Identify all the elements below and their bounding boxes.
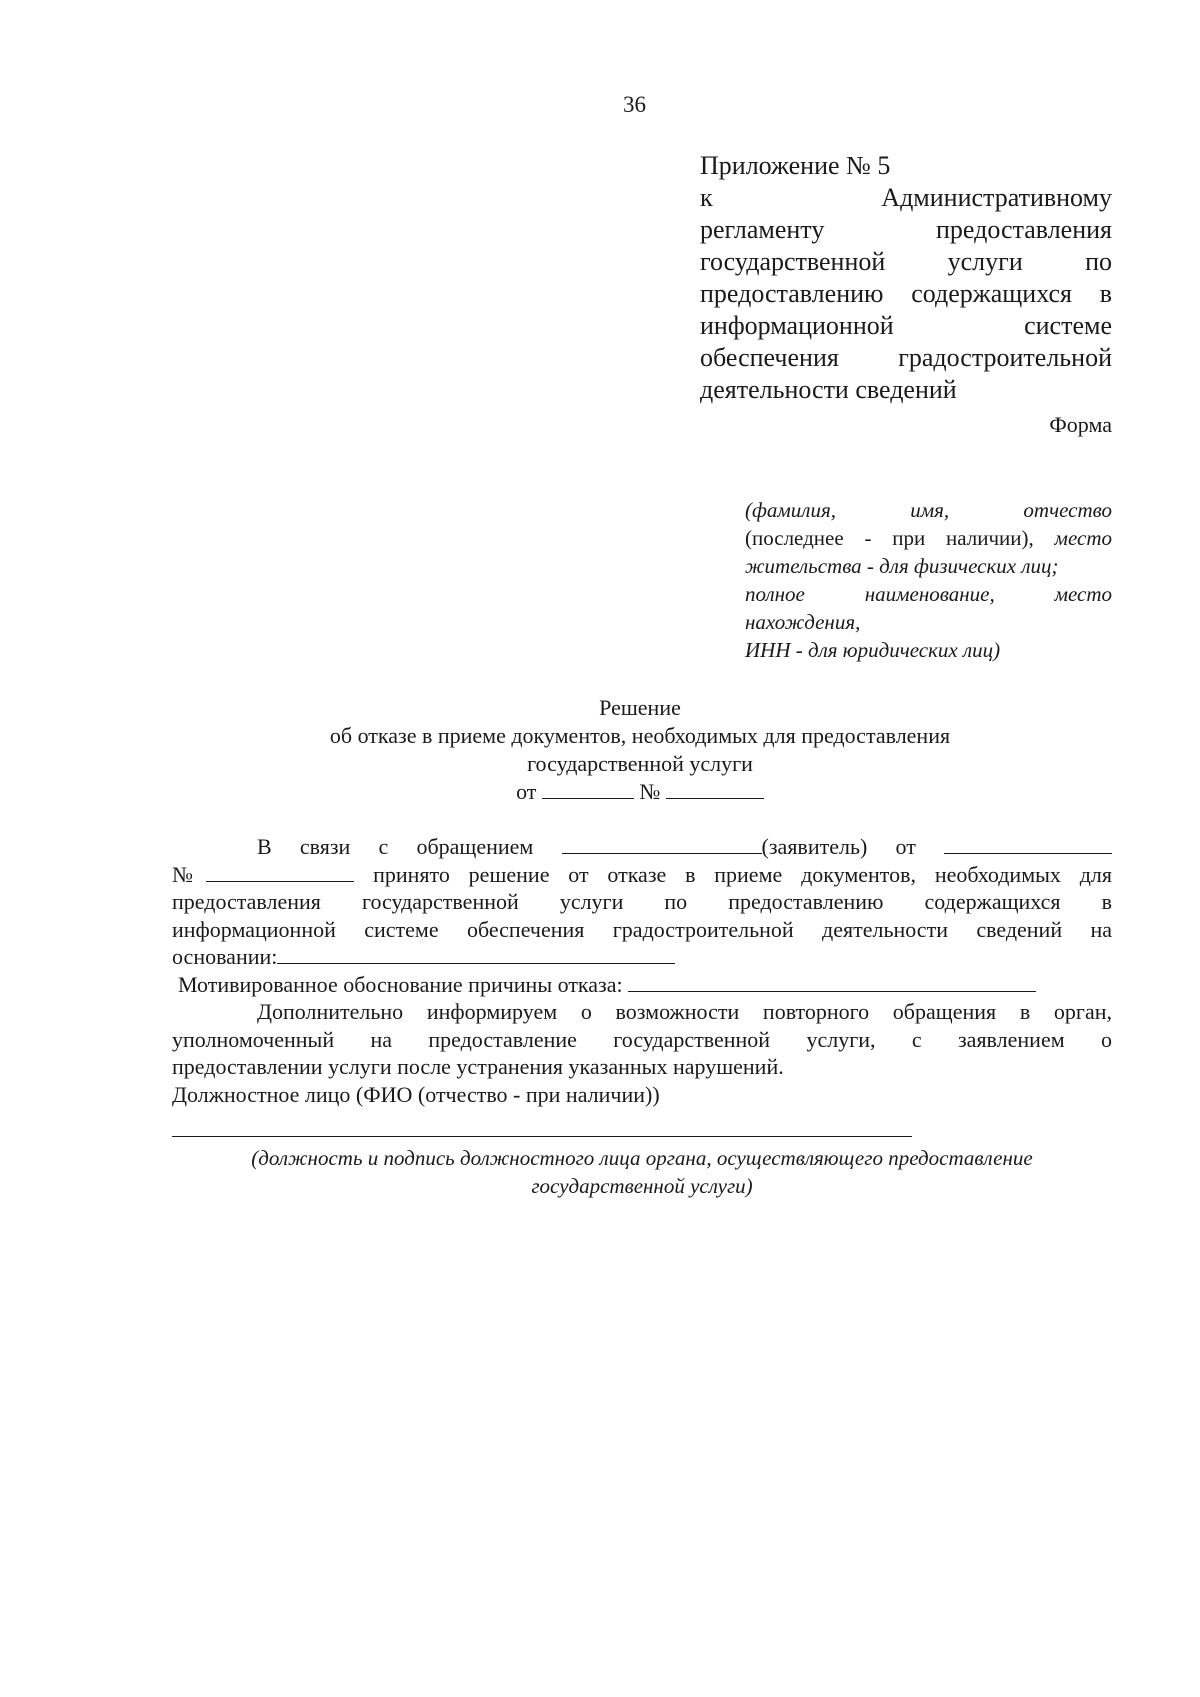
request-number-blank xyxy=(206,861,354,882)
recipient-line xyxy=(745,524,1112,552)
reason-label: Мотивированное обоснование причины отказа: xyxy=(178,971,623,997)
recipient-line: нахождения, xyxy=(745,610,861,634)
from-label: от xyxy=(895,834,916,859)
recipient-line-part: (последнее - при наличии), xyxy=(745,526,1034,550)
body-line: уполномоченный на предоставление государственной услуги, с заявлением о xyxy=(172,1026,1112,1052)
signature-line xyxy=(172,1136,912,1137)
reason-blank xyxy=(628,971,1036,992)
appendix-line: регламенту предоставления xyxy=(700,215,1112,244)
body-line xyxy=(172,943,1112,971)
page-number: 36 xyxy=(623,92,646,117)
signature-caption-line: (должность и подпись должностного лица органа, осуществляющего предоставление xyxy=(251,1146,1033,1170)
decision-subtitle: об отказе в приеме документов, необходимых для предоставления xyxy=(329,723,951,748)
recipient-line: жительства - для физических лиц; xyxy=(745,554,1059,578)
appendix-line: деятельности сведений xyxy=(700,375,957,404)
from-label: от xyxy=(516,779,537,804)
body-line: предоставлении услуги после устранения указанных нарушений. xyxy=(172,1054,784,1079)
body-line: предоставления государственной услуги по предоставлению содержащихся в xyxy=(172,889,1112,914)
request-date-blank xyxy=(944,833,1112,854)
body-line xyxy=(172,971,1112,999)
recipient-line: (фамилия, имя, отчество xyxy=(745,498,1112,522)
appendix-line: предоставлению содержащихся в xyxy=(700,279,1112,308)
body-line xyxy=(172,833,1112,861)
appendix-line: обеспечения градостроительной xyxy=(700,343,1112,372)
decision-heading xyxy=(240,694,1040,806)
decision-subtitle: государственной услуги xyxy=(527,751,753,776)
number-blank xyxy=(666,778,764,799)
decision-body xyxy=(172,833,1112,1108)
official-label: Должностное лицо (ФИО (отчество - при наличии)) xyxy=(172,1081,660,1107)
recipient-line-part: место xyxy=(1033,526,1112,550)
body-line: информационной системе обеспечения градостроительной деятельности сведений на xyxy=(172,916,1112,942)
form-label: Форма xyxy=(1049,412,1112,437)
applicant-label: (заявитель) xyxy=(761,834,868,859)
appendix-line: к Административному xyxy=(700,183,1112,212)
recipient-block xyxy=(745,496,1112,664)
decision-title: Решение xyxy=(599,695,681,720)
appendix-line: информационной системе xyxy=(700,311,1112,340)
appendix-line: Приложение № 5 xyxy=(700,151,891,180)
body-text: В связи с обращением xyxy=(257,834,534,859)
signature-caption-line: государственной услуги) xyxy=(531,1174,753,1198)
body-text: основании: xyxy=(172,944,278,969)
number-sign: № xyxy=(172,861,207,887)
appendix-header xyxy=(700,150,1112,406)
body-line: Дополнительно информируем о возможности повторного обращения в орган, xyxy=(257,999,1112,1024)
date-blank xyxy=(542,778,634,799)
recipient-line: полное наименование, место xyxy=(745,582,1112,606)
signature-caption xyxy=(172,1144,1112,1200)
applicant-blank xyxy=(562,833,762,854)
number-label: № xyxy=(639,779,661,804)
body-line xyxy=(172,861,1112,889)
basis-blank xyxy=(277,943,675,964)
body-text: принято решение от отказе в приеме документов, необходимых для xyxy=(373,861,1112,887)
decision-date-number xyxy=(240,778,1040,806)
appendix-line: государственной услуги по xyxy=(700,247,1112,276)
recipient-line: ИНН - для юридических лиц) xyxy=(745,638,1001,662)
